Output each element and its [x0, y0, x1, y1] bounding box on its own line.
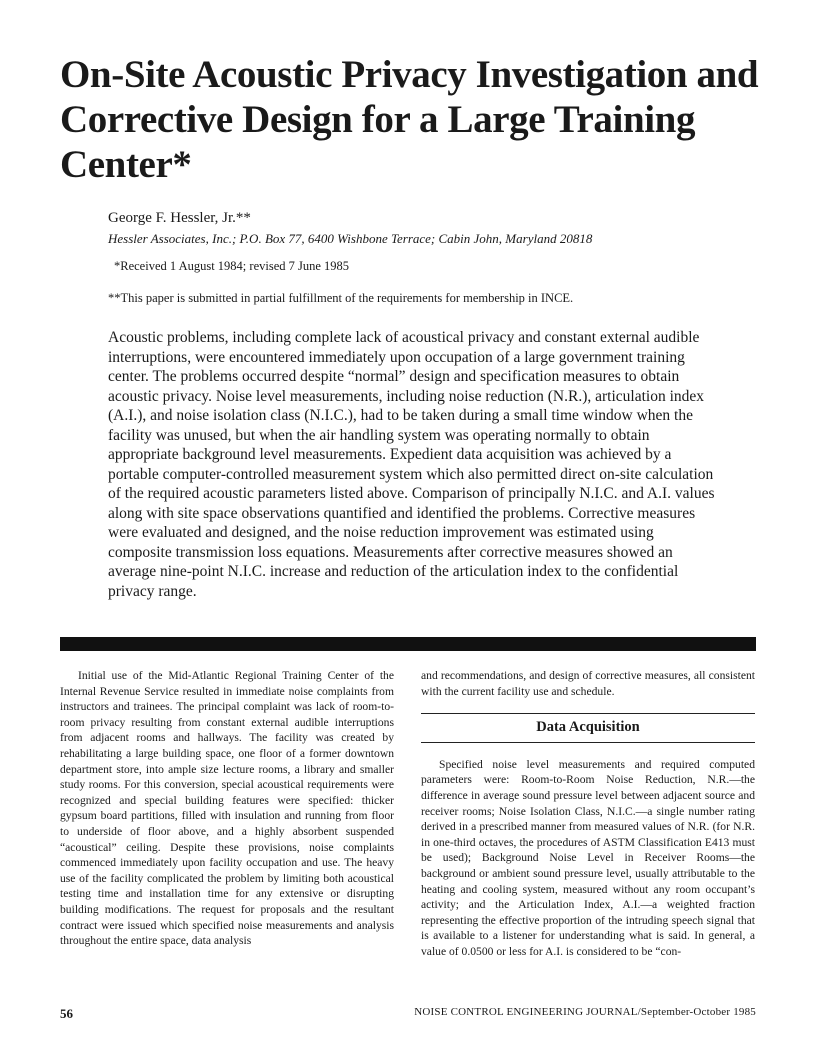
section-heading: Data Acquisition: [536, 719, 640, 736]
section-rule-bottom: [421, 742, 755, 743]
intro-paragraph: Initial use of the Mid-Atlantic Regional Training Center of the Internal Revenue Service resulted in immediate noise complaints from instructors and trainees. The principal complaint was lack of room-to-room privacy resulting from constant external audible interruptions from adjacent rooms and hallways. The facility was created by rehabilitating a large building space, one floor of a former downtown department store, into ample size lecture rooms, a library and smaller study rooms. For this conversion, special acoustical requirements were recognized and special building features were specified: thicker gypsum board partitions, filled with insulation and running from floor to underside of floor above, and a highly absorbent suspended “acoustical” ceiling. Despite these provisions, noise complaints commenced immediately upon facility occupation and use. The heavy use of the facility complicated the problem by limiting both acoustical testing time and installation time for any extensive or disrupting building modifications. The request for proposals and the resultant contract were issued which specified noise measurements and analysis throughout the entire space, data analysis: [60, 669, 394, 948]
paper-title: On-Site Acoustic Privacy Investigation and Corrective Design for a Large Training Center*: [60, 53, 759, 186]
journal-footer: NOISE CONTROL ENGINEERING JOURNAL/September-October 1985: [414, 1006, 756, 1018]
left-column: [60, 668, 394, 949]
received-date: *Received 1 August 1984; revised 7 June 1985: [114, 259, 350, 273]
intro-continuation: and recommendations, and design of corrective measures, all consistent with the current facility use and schedule.: [421, 669, 755, 698]
abstract: Acoustic problems, including complete lack of acoustical privacy and constant external audible interruptions, were encountered immediately upon occupation of a large government training center. The problems occurred despite “normal” design and specification measures to obtain acoustic privacy. Noise level measurements, including noise reduction (N.R.), articulation index (A.I.), and noise isolation class (N.I.C.), had to be taken during a small time window when the facility was unused, but when the air handling system was operating normally to obtain appropriate background level measurements. Expedient data acquisition was achieved by a portable computer-controlled measurement system which also permitted direct on-site calculation of the required acoustic parameters listed above. Comparison of principally N.I.C. and A.I. values along with site space observations quantified and identified the problems. Corrective measures were evaluated and designed, and the noise reduction improvement was estimated using composite transmission loss equations. Measurements after corrective measures showed an average nine-point N.I.C. increase and reduction of the articulation index to the confidential privacy range.: [108, 329, 715, 600]
section-divider-bar: [60, 637, 756, 651]
page-number: 56: [60, 1006, 73, 1021]
author-name: George F. Hessler, Jr.**: [108, 210, 251, 226]
section-rule-top: [421, 713, 755, 714]
membership-note: **This paper is submitted in partial fulfillment of the requirements for membership in INCE.: [108, 291, 574, 305]
author-affiliation: Hessler Associates, Inc.; P.O. Box 77, 6400 Wishbone Terrace; Cabin John, Maryland 20818: [108, 231, 593, 246]
data-acquisition-paragraph: Specified noise level measurements and required computed parameters were: Room-to-Room Noise Reduction, N.R.—the difference in average sound pressure level between adjacent source and receiver rooms; Noise Isolation Class, N.I.C.—a single number rating derived in a prescribed manner from measured values of N.R. (for N.R. in one-third octaves, the procedures of ASTM Classification E413 must be used); Background Noise Level in Receiver Rooms—the background or ambient sound pressure level, usually attributable to the heating and cooling system, measured without any room occupant’s activity; and the Articulation Index, A.I.—a weighted fraction representing the effective proportion of the intruding speech signal that is available to a listener for understanding what is said. In general, a value of 0.0500 or less for A.I. is considered to be “con-: [421, 757, 755, 958]
right-column: [421, 668, 755, 960]
